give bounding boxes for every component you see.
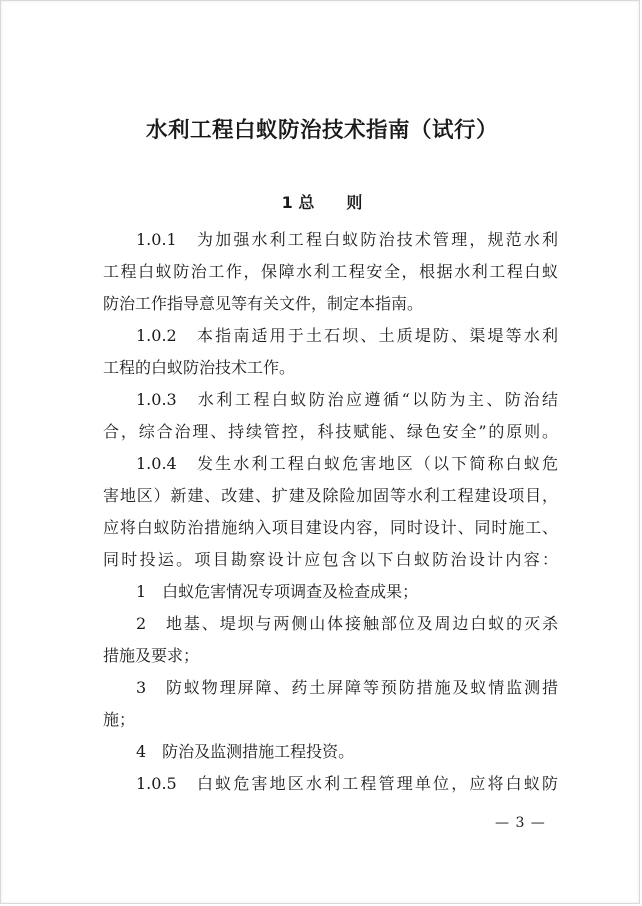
- document-body: [103, 224, 558, 800]
- list-item-2-line-2: 措施及要求；: [103, 646, 200, 665]
- chapter-heading: 1 总 则: [281, 193, 363, 212]
- paragraph-1-0-4-line-4: 同时投运。项目勘察设计应包含以下白蚁防治设计内容：: [103, 550, 558, 569]
- paragraph-1-0-1-line-1: 1.0.1 为加强水利工程白蚁防治技术管理，规范水利: [136, 230, 558, 249]
- paragraph-1-0-2-line-1: 1.0.2 本指南适用于土石坝、土质堤防、渠堤等水利: [136, 326, 558, 345]
- paragraph-1-0-3-line-2: 合，综合治理、持续管控，科技赋能、绿色安全”的原则。: [103, 422, 558, 441]
- list-item-3-line-1: 3 防蚁物理屏障、药土屏障等预防措施及蚁情监测措: [136, 678, 558, 697]
- list-item-4: 4 防治及监测措施工程投资。: [136, 742, 355, 761]
- page-number: — 3 —: [495, 815, 546, 831]
- paragraph-1-0-1-line-3: 防治工作指导意见等有关文件，制定本指南。: [103, 294, 424, 313]
- list-item-3-line-2: 施；: [103, 710, 136, 729]
- list-item-2-line-1: 2 地基、堤坝与两侧山体接触部位及周边白蚁的灭杀: [136, 614, 558, 633]
- paragraph-1-0-1-line-2: 工程白蚁防治工作，保障水利工程安全，根据水利工程白蚁: [103, 262, 558, 281]
- document-title: 水利工程白蚁防治技术指南（试行）: [145, 118, 498, 143]
- paragraph-1-0-4-line-3: 应将白蚁防治措施纳入项目建设内容，同时设计、同时施工、: [103, 518, 558, 537]
- paragraph-1-0-4-line-2: 害地区）新建、改建、扩建及除险加固等水利工程建设项目，: [103, 486, 558, 505]
- paragraph-1-0-2-line-2: 工程的白蚁防治技术工作。: [103, 358, 296, 377]
- list-item-1: 1 白蚁危害情况专项调查及检查成果；: [136, 582, 419, 601]
- paragraph-1-0-3-line-1: 1.0.3 水利工程白蚁防治应遵循“以防为主、防治结: [136, 390, 558, 409]
- paragraph-1-0-5-line-1: 1.0.5 白蚁危害地区水利工程管理单位，应将白蚁防: [136, 774, 558, 793]
- paragraph-1-0-4-line-1: 1.0.4 发生水利工程白蚁危害地区（以下简称白蚁危: [136, 454, 558, 473]
